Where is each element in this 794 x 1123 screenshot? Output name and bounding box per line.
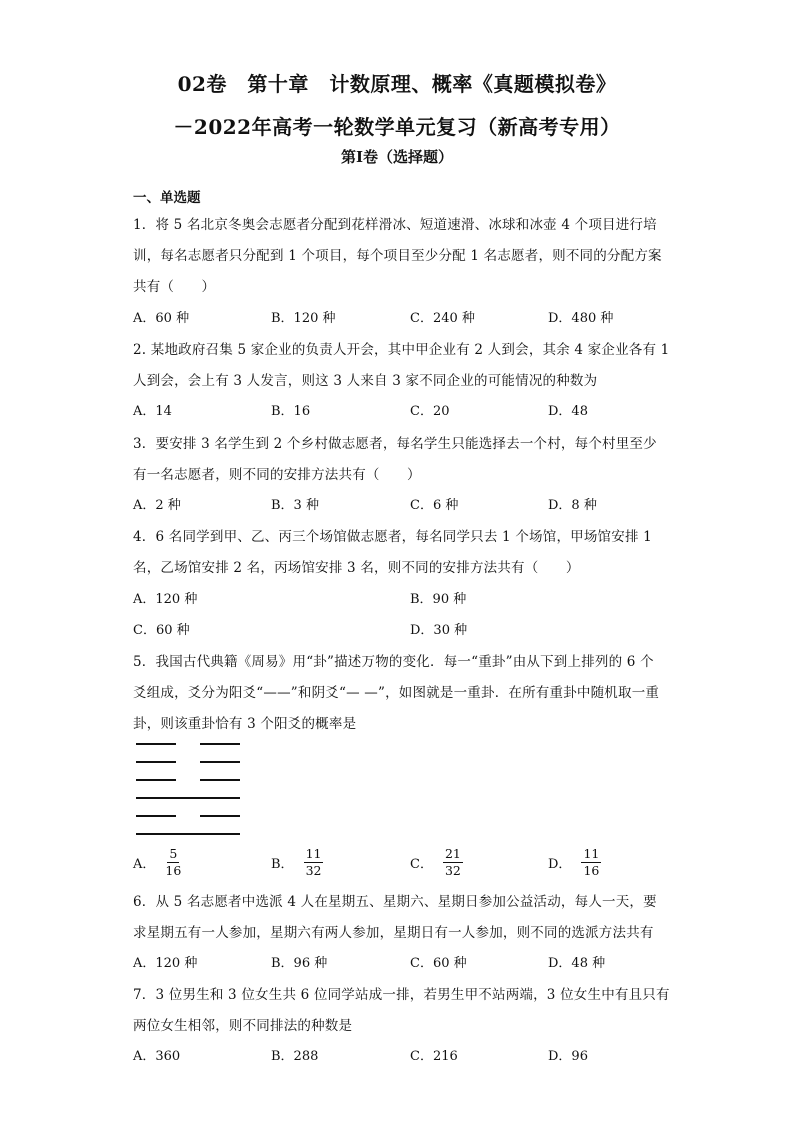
fraction xyxy=(581,846,601,879)
yang-line xyxy=(136,797,240,799)
q7-option-a: A．360 xyxy=(133,1049,181,1064)
section-heading: 一、单选题 xyxy=(133,190,201,206)
q3-line-1: 3．要安排 3 名学生到 2 个乡村做志愿者，每名学生只能选择去一个村，每个村里至少 xyxy=(133,436,657,452)
yin-line-segment xyxy=(136,815,176,817)
q1-option-a: A．60 种 xyxy=(133,311,190,326)
q5-option-d xyxy=(548,842,601,882)
fraction-numerator: 11 xyxy=(583,845,600,861)
q6-option-c: C．60 种 xyxy=(410,956,467,971)
yin-line-segment xyxy=(200,779,240,781)
q6-line-2: 求星期五有一人参加，星期六有两人参加，星期日有一人参加，则不同的选派方法共有 xyxy=(133,925,654,941)
q4-option-c: C．60 种 xyxy=(133,623,190,638)
q3-option-a: A．2 种 xyxy=(133,498,181,513)
q2-option-c: C．20 xyxy=(410,404,450,419)
yin-line-segment xyxy=(136,779,176,781)
q6-line-1: 6．从 5 名志愿者中选派 4 人在星期五、星期六、星期日参加公益活动，每人一天，要 xyxy=(133,894,657,910)
q5-option-b xyxy=(271,842,323,882)
q3-option-c: C．6 种 xyxy=(410,498,459,513)
q3-option-b: B．3 种 xyxy=(271,498,319,513)
q7-option-b: B．288 xyxy=(271,1049,319,1064)
fraction xyxy=(443,846,463,879)
q5-option-c-label: C． xyxy=(410,856,433,872)
q3-option-d: D．8 种 xyxy=(548,498,597,513)
q5-option-c xyxy=(410,842,463,882)
fraction-denominator: 16 xyxy=(165,862,182,878)
fraction-numerator: 5 xyxy=(169,845,178,861)
yin-line-segment xyxy=(136,761,176,763)
q5-option-a xyxy=(133,842,181,882)
q4-option-a: A．120 种 xyxy=(133,592,198,607)
q1-line-3: 共有（ ） xyxy=(133,279,216,295)
q5-line-3: 卦，则该重卦恰有 3 个阳爻的概率是 xyxy=(133,716,357,732)
q3-line-2: 有一名志愿者，则不同的安排方法共有（ ） xyxy=(133,467,421,483)
q4-option-d: D．30 种 xyxy=(410,623,468,638)
fraction xyxy=(304,846,324,879)
hexagram-figure xyxy=(136,740,246,836)
q6-option-b: B．96 种 xyxy=(271,956,328,971)
yin-line-segment xyxy=(200,815,240,817)
fraction-denominator: 32 xyxy=(444,862,461,878)
q1-option-d: D．480 种 xyxy=(548,311,614,326)
q5-option-a-label: A． xyxy=(133,856,156,872)
fraction-denominator: 16 xyxy=(583,862,600,878)
q5-line-2: 爻组成，爻分为阳爻“——”和阴爻“— —”，如图就是一重卦．在所有重卦中随机取一重 xyxy=(133,685,660,701)
title-line-1: 02卷 第十章 计数原理、概率《真题模拟卷》 xyxy=(177,72,617,96)
q5-option-d-label: D． xyxy=(548,856,572,872)
fraction-denominator: 32 xyxy=(305,862,322,878)
yin-line-segment xyxy=(200,743,240,745)
fraction-numerator: 11 xyxy=(305,845,322,861)
q7-option-d: D．96 xyxy=(548,1049,588,1064)
q2-option-a: A．14 xyxy=(133,404,172,419)
q2-option-d: D．48 xyxy=(548,404,588,419)
q4-line-2: 名，乙场馆安排 2 名，丙场馆安排 3 名，则不同的安排方法共有（ ） xyxy=(133,560,580,576)
q4-line-1: 4．6 名同学到甲、乙、丙三个场馆做志愿者，每名同学只去 1 个场馆，甲场馆安排 1 xyxy=(133,529,652,545)
q5-option-b-label: B． xyxy=(271,856,294,872)
q6-option-a: A．120 种 xyxy=(133,956,198,971)
q5-line-1: 5．我国古代典籍《周易》用“卦”描述万物的变化．每一“重卦”由从下到上排列的 6 个 xyxy=(133,654,654,670)
q1-option-c: C．240 种 xyxy=(410,311,475,326)
q1-line-2: 训，每名志愿者只分配到 1 个项目，每个项目至少分配 1 名志愿者，则不同的分配方案 xyxy=(133,248,662,264)
paper-subtitle: 第I卷（选择题） xyxy=(340,148,454,166)
q7-option-c: C．216 xyxy=(410,1049,458,1064)
q1-option-b: B．120 种 xyxy=(271,311,336,326)
yin-line-segment xyxy=(200,761,240,763)
yin-line-segment xyxy=(136,743,176,745)
q7-line-2: 两位女生相邻，则不同排法的种数是 xyxy=(133,1018,353,1034)
q7-line-1: 7．3 位男生和 3 位女生共 6 位同学站成一排，若男生甲不站两端，3 位女生中有且只有 xyxy=(133,987,670,1003)
q1-line-1: 1．将 5 名北京冬奥会志愿者分配到花样滑冰、短道速滑、冰球和冰壶 4 个项目进行培 xyxy=(133,217,657,233)
fraction xyxy=(165,846,181,879)
q2-option-b: B．16 xyxy=(271,404,311,419)
q4-option-b: B．90 种 xyxy=(410,592,467,607)
title-line-2: －2022年高考一轮数学单元复习（新高考专用） xyxy=(173,115,621,139)
q2-line-2: 人到会，会上有 3 人发言，则这 3 人来自 3 家不同企业的可能情况的种数为 xyxy=(133,373,598,389)
yang-line xyxy=(136,833,240,835)
q2-line-1: 2. 某地政府召集 5 家企业的负责人开会，其中甲企业有 2 人到会，其余 4 家企业各有 1 xyxy=(133,342,670,358)
q6-option-d: D．48 种 xyxy=(548,956,606,971)
fraction-numerator: 21 xyxy=(444,845,461,861)
